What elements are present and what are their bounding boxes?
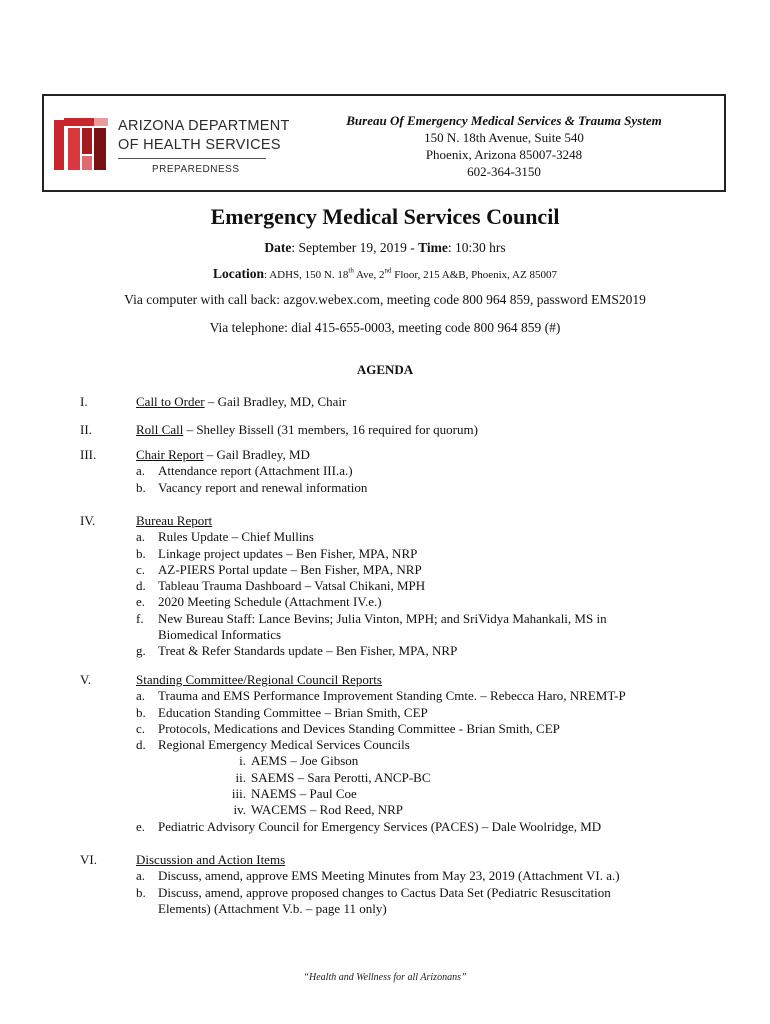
section-presenter: – Shelley Bissell (31 members, 16 required for quorum): [183, 422, 478, 437]
section-heading: Discussion and Action Items: [136, 852, 286, 867]
footer-tagline: “Health and Wellness for all Arizonans”: [303, 972, 467, 983]
logo-divider: [118, 158, 266, 159]
location-text-c: Floor, 215 A&B, Phoenix, AZ 85007: [391, 269, 557, 281]
sub-list-item: iv. WACEMS – Rod Reed, NRP: [233, 802, 404, 818]
date-time-line: [0, 240, 770, 256]
bureau-address-2: Phoenix, Arizona 85007-3248: [425, 147, 583, 162]
section-heading: Standing Committee/Regional Council Reports: [136, 672, 382, 687]
sub-list-item: ii. SAEMS – Sara Perotti, ANCP-BC: [235, 769, 431, 785]
computer-access-line: Via computer with call back: azgov.webex.com, meeting code 800 964 859, password EMS2019: [124, 292, 646, 307]
location-sup-2: nd: [384, 266, 392, 275]
bureau-phone: 602-364-3150: [467, 164, 541, 179]
time-value: : 10:30 hrs: [447, 240, 506, 255]
sub-list-item: iii. NAEMS – Paul Coe: [231, 786, 357, 802]
section-number: VI.: [80, 852, 97, 867]
sub-list-item: i. AEMS – Joe Gibson: [239, 753, 359, 769]
list-item: a. Attendance report (Attachment III.a.): [136, 463, 353, 479]
date-value: : September 19, 2019 -: [291, 240, 419, 255]
list-item: g. Treat & Refer Standards update – Ben Fisher, MPA, NRP: [136, 643, 458, 659]
time-label: Time: [418, 240, 448, 255]
list-item: a. Discuss, amend, approve EMS Meeting Minutes from May 23, 2019 (Attachment VI. a.): [136, 868, 620, 884]
list-item: c. AZ-PIERS Portal update – Ben Fisher, MPA, NRP: [136, 561, 422, 577]
list-item: d. Regional Emergency Medical Services Councils: [136, 737, 410, 753]
logo-line-1: ARIZONA DEPARTMENT: [118, 118, 290, 134]
list-item: d. Tableau Trauma Dashboard – Vatsal Chikani, MPH: [136, 578, 426, 594]
list-item: e. 2020 Meeting Schedule (Attachment IV.e.): [136, 594, 382, 610]
logo-line-2: OF HEALTH SERVICES: [118, 137, 281, 153]
list-item: e. Pediatric Advisory Council for Emergency Services (PACES) – Dale Woolridge, MD: [136, 818, 602, 834]
bureau-address-block: [344, 112, 664, 180]
section-heading: Bureau Report: [136, 513, 213, 528]
section-number: III.: [80, 447, 97, 462]
location-text-b: Ave, 2: [353, 269, 385, 281]
section-number: IV.: [80, 513, 96, 528]
location-label: Location: [213, 266, 265, 281]
list-item: b. Education Standing Committee – Brian Smith, CEP: [136, 704, 428, 720]
section-number: I.: [80, 394, 88, 409]
section-number: II.: [80, 422, 92, 437]
logo-subtitle: PREPAREDNESS: [152, 164, 240, 175]
section-presenter: – Gail Bradley, MD, Chair: [204, 394, 347, 409]
bureau-name: Bureau Of Emergency Medical Services & Trauma System: [346, 113, 662, 128]
letterhead-box: [42, 94, 726, 192]
list-item: b. Linkage project updates – Ben Fisher, MPA, NRP: [136, 545, 418, 561]
date-label: Date: [264, 240, 292, 255]
section-number: V.: [80, 672, 91, 687]
section-heading: Call to Order: [136, 394, 205, 409]
telephone-access-line: Via telephone: dial 415-655-0003, meeting code 800 964 859 (#): [209, 320, 561, 335]
list-item: f. New Bureau Staff: Lance Bevins; Julia Vinton, MPH; and SriVidya Mahankali, MS in Biomedical Informatics: [136, 610, 607, 643]
list-item: b. Vacancy report and renewal information: [136, 479, 368, 495]
location-line: [0, 266, 770, 282]
agenda-heading: AGENDA: [356, 362, 414, 377]
list-item: a. Rules Update – Chief Mullins: [136, 529, 314, 545]
list-item: b. Discuss, amend, approve proposed changes to Cactus Data Set (Pediatric Resuscitation Elements) (Attachment V.b. – page 11 only): [136, 884, 611, 916]
list-item: c. Protocols, Medications and Devices Standing Committee - Brian Smith, CEP: [136, 720, 560, 736]
list-item: a. Trauma and EMS Performance Improvement Standing Cmte. – Rebecca Haro, NREMT-P: [136, 688, 626, 704]
adhs-logo-icon: [52, 116, 110, 172]
section-heading: Roll Call: [136, 422, 184, 437]
location-sup-1: th: [348, 266, 354, 275]
section-presenter: – Gail Bradley, MD: [203, 447, 310, 462]
location-text-a: : ADHS, 150 N. 18: [264, 269, 349, 281]
bureau-address-1: 150 N. 18th Avenue, Suite 540: [424, 130, 584, 145]
adhs-logo: [52, 110, 290, 180]
section-heading: Chair Report: [136, 447, 204, 462]
document-title: Emergency Medical Services Council: [210, 204, 560, 229]
